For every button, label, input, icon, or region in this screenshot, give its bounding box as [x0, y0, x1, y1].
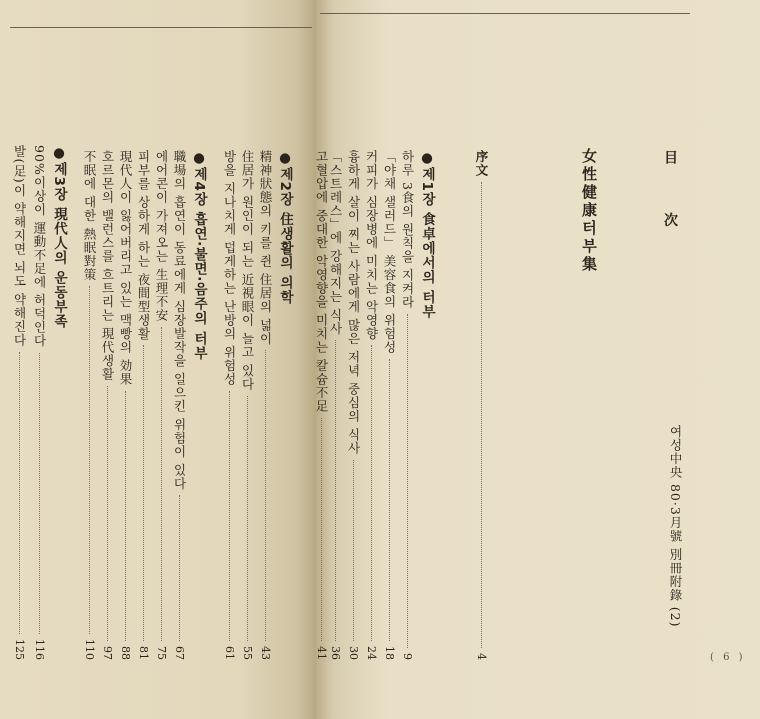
chapter1-title: ●제1장 食卓에서의 터부	[419, 150, 435, 320]
entry-page: 88	[119, 646, 132, 660]
leader-dots	[265, 350, 266, 641]
entry-page: 97	[101, 646, 114, 660]
toc-entry[interactable]	[136, 150, 150, 660]
toc-entry[interactable]	[310, 150, 328, 660]
entry-page: 75	[155, 646, 168, 660]
toc-entry[interactable]	[172, 150, 186, 660]
toc-entry[interactable]	[240, 150, 254, 660]
entry-text: 精神狀態의 키를 쥔 住居의 넓이	[258, 150, 273, 346]
publisher-credit: 여성中央 80·3月號 別冊附錄 (2)	[668, 425, 683, 628]
preface-label: 序文	[474, 150, 489, 177]
entry-page: 61	[223, 646, 236, 660]
toc-entry[interactable]	[154, 150, 168, 660]
leader-dots	[19, 352, 20, 634]
leader-dots	[89, 286, 90, 634]
entry-text: 발(足)이 약해지면 뇌도 약해진다	[12, 145, 27, 348]
entry-page: 9	[401, 653, 414, 660]
leader-dots	[39, 353, 40, 634]
toc-entry[interactable]	[82, 150, 96, 660]
toc-entry[interactable]	[346, 150, 360, 660]
leader-dots	[481, 182, 482, 648]
leader-dots	[247, 396, 248, 641]
entry-text: 職場의 흡연이 동료에게 심장발작을 일으킨 위험이 있다	[172, 150, 187, 491]
entry-page: 67	[173, 646, 186, 660]
toc-entry[interactable]	[400, 150, 414, 660]
entry-text: 不眠에 대한 熱眠對策	[82, 150, 97, 282]
entry-text: 고혈압에 중대한 악영향을 미치는 칼슘不足	[314, 150, 329, 413]
page-folio: ( 6 )	[710, 652, 746, 663]
entry-page: 110	[83, 639, 96, 660]
leader-dots	[371, 345, 372, 641]
toc-entry[interactable]	[100, 150, 114, 660]
entry-text: 호르몬의 밸런스를 흐트리는 現代생활	[100, 150, 115, 381]
entry-text: 하루 3食의 원칙을 지켜라	[400, 150, 415, 309]
toc-entry[interactable]	[258, 150, 272, 660]
left-page	[0, 0, 316, 719]
right-page	[316, 0, 760, 719]
leader-dots	[179, 495, 180, 641]
entry-text: 住居가 원인이 되는 近視眼이 늘고 있다	[240, 150, 255, 391]
entry-text: 「스트레스」에 강해지는 식사	[328, 150, 343, 336]
leader-dots	[389, 359, 390, 641]
toc-entry[interactable]	[32, 145, 46, 660]
toc-heading: 目 次	[662, 150, 678, 249]
entry-text: 에어콘이 가져오는 生理不安	[154, 150, 169, 322]
entry-page: 41	[315, 646, 328, 660]
entry-text: 「야채 샐러드」 美容食의 위험성	[382, 150, 397, 354]
leader-dots	[143, 345, 144, 641]
toc-entry[interactable]	[328, 150, 342, 660]
toc-entry[interactable]	[12, 145, 26, 660]
toc-entry[interactable]	[364, 150, 378, 660]
leader-dots	[353, 460, 354, 641]
toc-entry[interactable]	[222, 150, 236, 660]
chapter3-title: ●제3장 現代人의 운동부족	[51, 145, 67, 329]
entry-page: 24	[365, 646, 378, 660]
chapter4-title: ●제4장 흡연·불면·음주의 터부	[191, 150, 207, 361]
leader-dots	[321, 418, 322, 641]
entry-page: 125	[13, 639, 26, 660]
entry-page: 4	[475, 653, 488, 660]
preface-entry[interactable]	[474, 150, 488, 660]
entry-text: 방을 지나치게 덥게하는 난방의 위험성	[222, 150, 237, 386]
entry-text: 흉하게 살이 찌는 사람에게 많은 저녁 중심의 식사	[346, 150, 361, 455]
entry-text: 現代人이 잃어버리고 있는 맥빵의 効果	[118, 150, 133, 386]
leader-dots	[229, 391, 230, 641]
top-rule	[10, 27, 312, 28]
entry-page: 81	[137, 646, 150, 660]
entry-text: 피부를 상하게 하는 夜間型생활	[136, 150, 151, 341]
entry-page: 55	[241, 646, 254, 660]
leader-dots	[335, 340, 336, 641]
entry-page: 43	[259, 646, 272, 660]
toc-entry[interactable]	[118, 150, 132, 660]
leader-dots	[107, 386, 108, 641]
entry-page: 18	[383, 646, 396, 660]
entry-text: 90%이상이 運動不足에 허덕인다	[32, 145, 47, 348]
toc-entry[interactable]	[382, 150, 396, 660]
leader-dots	[407, 314, 408, 648]
entry-text: 커피가 심장병에 미치는 악영향	[364, 150, 379, 341]
entry-page: 30	[347, 646, 360, 660]
entry-page: 36	[329, 646, 342, 660]
top-rule	[320, 13, 690, 14]
chapter2-title: ●제2장 住생활의 의학	[277, 150, 293, 305]
entry-page: 116	[33, 639, 46, 660]
leader-dots	[161, 327, 162, 641]
book-title: 女性健康터부集	[580, 148, 598, 274]
leader-dots	[125, 391, 126, 641]
